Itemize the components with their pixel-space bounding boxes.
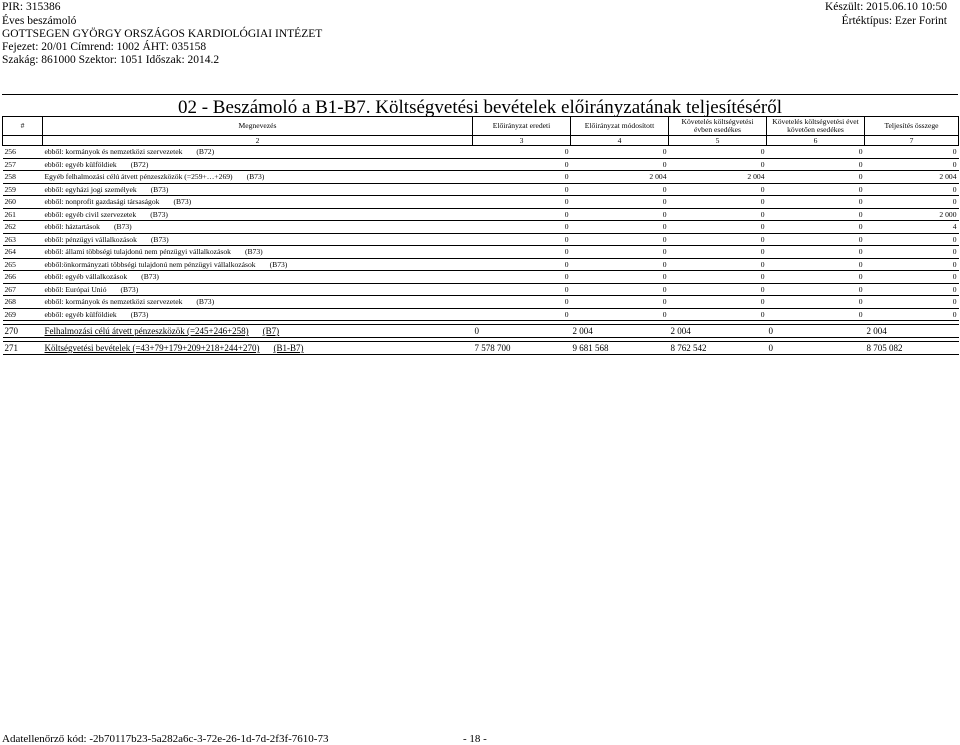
value-cell: 0 <box>767 208 865 221</box>
colnum-cell: 7 <box>865 136 959 146</box>
value-cell: 0 <box>571 183 669 196</box>
row-name: ebből: egyházi jogi személyek <box>44 184 137 194</box>
value-cell: 0 <box>473 271 571 284</box>
row-name-cell <box>43 233 473 246</box>
row-number: 265 <box>3 258 43 271</box>
value-cell: 0 <box>473 183 571 196</box>
value-cell: 0 <box>571 158 669 171</box>
row-number: 258 <box>3 171 43 184</box>
table-row <box>3 296 959 309</box>
table-row <box>3 283 959 296</box>
row-name: ebből: kormányok és nemzetközi szervezetek <box>44 297 183 307</box>
value-cell: 0 <box>767 271 865 284</box>
row-number: 269 <box>3 308 43 321</box>
row-code: (B73) <box>113 222 132 232</box>
row-name-cell <box>43 221 473 234</box>
col-fulfilment: Teljesítés összege <box>865 117 959 136</box>
value-cell: 0 <box>767 283 865 296</box>
table-row <box>3 271 959 284</box>
value-cell: 0 <box>767 246 865 259</box>
value-cell: 0 <box>473 308 571 321</box>
value-cell: 2 004 <box>669 171 767 184</box>
value-cell: 0 <box>669 233 767 246</box>
row-code: (B73) <box>150 184 169 194</box>
table-row <box>3 171 959 184</box>
row-code: (B73) <box>244 247 263 257</box>
value-cell: 0 <box>767 158 865 171</box>
value-cell: 0 <box>473 221 571 234</box>
value-cell: 8 705 082 <box>865 342 959 355</box>
value-cell: 0 <box>865 158 959 171</box>
row-code: (B73) <box>130 309 149 319</box>
value-cell: 0 <box>473 158 571 171</box>
value-cell: 0 <box>669 221 767 234</box>
row-name: ebből: háztartások <box>44 222 100 232</box>
value-cell: 0 <box>767 196 865 209</box>
value-cell: 0 <box>669 196 767 209</box>
value-type: Értéktípus: Ezer Forint <box>841 15 947 27</box>
value-cell: 0 <box>571 233 669 246</box>
value-cell: 0 <box>669 183 767 196</box>
row-number: 263 <box>3 233 43 246</box>
chapter-info: Fejezet: 20/01 Címrend: 1002 ÁHT: 035158 <box>2 41 207 53</box>
value-cell: 0 <box>767 171 865 184</box>
row-number: 271 <box>3 342 43 355</box>
row-name: ebből: egyéb külföldiek <box>44 309 117 319</box>
row-code: (B73) <box>120 284 139 294</box>
value-cell: 0 <box>865 283 959 296</box>
col-hash: # <box>3 117 43 136</box>
value-cell: 9 681 568 <box>571 342 669 355</box>
value-cell: 0 <box>571 271 669 284</box>
value-cell: 2 004 <box>865 325 959 338</box>
row-name-cell <box>43 196 473 209</box>
value-cell: 0 <box>865 233 959 246</box>
value-cell: 0 <box>571 246 669 259</box>
colnum-cell: 2 <box>43 136 473 146</box>
value-cell: 0 <box>865 296 959 309</box>
value-cell: 0 <box>473 246 571 259</box>
value-cell: 0 <box>473 171 571 184</box>
value-cell: 0 <box>669 258 767 271</box>
value-cell: 2 004 <box>571 171 669 184</box>
row-name: ebből:önkormányzati többségi tulajdonú nem pénzügyi vállalkozások <box>44 259 256 269</box>
row-code: (B1-B7) <box>273 343 304 353</box>
value-cell: 0 <box>473 283 571 296</box>
row-name: ebből: állami többségi tulajdonú nem pénzügyi vállalkozások <box>44 247 231 257</box>
row-name-cell <box>43 246 473 259</box>
value-cell: 0 <box>473 208 571 221</box>
value-cell: 4 <box>865 221 959 234</box>
row-name-cell <box>43 146 473 159</box>
row-name: Felhalmozási célú átvett pénzeszközök (=245+246+258) <box>44 326 249 336</box>
colnum-blank <box>3 136 43 146</box>
value-cell: 0 <box>767 146 865 159</box>
table-row <box>3 233 959 246</box>
value-cell: 0 <box>669 208 767 221</box>
value-cell: 0 <box>571 258 669 271</box>
value-cell: 0 <box>669 158 767 171</box>
colnum-cell: 5 <box>669 136 767 146</box>
row-code: (B73) <box>173 197 192 207</box>
value-cell: 0 <box>865 271 959 284</box>
value-cell: 0 <box>669 283 767 296</box>
row-code: (B73) <box>150 209 168 219</box>
col-receivable-current-l2: évben esedékes <box>693 125 742 134</box>
value-cell: 7 578 700 <box>473 342 571 355</box>
row-name-cell <box>43 283 473 296</box>
report-type: Éves beszámoló <box>2 15 77 27</box>
table-row <box>3 258 959 271</box>
value-cell: 0 <box>767 233 865 246</box>
row-number: 259 <box>3 183 43 196</box>
value-cell: 0 <box>767 308 865 321</box>
value-cell: 8 762 542 <box>669 342 767 355</box>
row-number: 261 <box>3 208 43 221</box>
row-name-cell <box>43 183 473 196</box>
row-number: 257 <box>3 158 43 171</box>
page-title: 02 - Beszámoló a B1-B7. Költségvetési bevételek előirányzatának teljesítéséről <box>177 97 783 118</box>
value-cell: 2 000 <box>865 208 959 221</box>
value-cell: 0 <box>669 271 767 284</box>
value-cell: 0 <box>669 146 767 159</box>
row-number: 267 <box>3 283 43 296</box>
row-name-cell <box>43 208 473 221</box>
value-cell: 2 004 <box>571 325 669 338</box>
row-code: (B72) <box>130 159 149 169</box>
pir-label: PIR: 315386 <box>2 1 61 13</box>
col-original: Előirányzat eredeti <box>473 117 571 136</box>
row-name: Költségvetési bevételek (=43+79+179+209+218+244+270) <box>44 343 260 353</box>
value-cell: 0 <box>571 221 669 234</box>
row-name-cell <box>43 325 473 338</box>
row-name: ebből: Európai Unió <box>44 284 107 294</box>
table-row <box>3 183 959 196</box>
value-cell: 0 <box>473 196 571 209</box>
row-code: (B73) <box>196 297 215 307</box>
col-receivable-after-l1: Követelés költségvetési évet <box>772 117 859 126</box>
value-cell: 0 <box>865 183 959 196</box>
row-name: Egyéb felhalmozási célú átvett pénzeszközök (=259+…+269) <box>44 172 233 182</box>
value-cell: 0 <box>571 146 669 159</box>
row-code: (B7) <box>262 326 280 336</box>
value-cell: 0 <box>669 296 767 309</box>
sector-info: Szakág: 861000 Szektor: 1051 Időszak: 2014.2 <box>2 54 220 66</box>
value-cell: 0 <box>571 283 669 296</box>
col-receivable-current <box>669 117 767 136</box>
control-code: Adatellenőrző kód: -2b70117b23-5a282a6c-3-72e-26-1d-7d-2f3f-7610-73 <box>2 733 329 745</box>
row-name-cell <box>43 342 473 355</box>
column-header-row <box>3 117 959 136</box>
institution-name: GOTTSEGEN GYÖRGY ORSZÁGOS KARDIOLÓGIAI INTÉZET <box>2 28 323 40</box>
value-cell: 0 <box>865 246 959 259</box>
row-name: ebből: egyéb külföldiek <box>44 159 117 169</box>
value-cell: 0 <box>473 325 571 338</box>
row-name-cell <box>43 171 473 184</box>
value-cell: 2 004 <box>865 171 959 184</box>
table-row <box>3 246 959 259</box>
value-cell: 0 <box>571 308 669 321</box>
column-number-row <box>3 136 959 146</box>
col-receivable-current-l1: Követelés költségvetési <box>681 117 754 126</box>
row-name: ebből: pénzügyi vállalkozások <box>44 234 137 244</box>
table-row <box>3 221 959 234</box>
value-cell: 0 <box>571 196 669 209</box>
value-cell: 0 <box>473 296 571 309</box>
row-number: 266 <box>3 271 43 284</box>
total-row <box>3 342 959 355</box>
table-row <box>3 308 959 321</box>
col-name: Megnevezés <box>43 117 473 136</box>
row-name-cell <box>43 158 473 171</box>
row-name: ebből: nonprofit gazdasági társaságok <box>44 197 160 207</box>
value-cell: 0 <box>767 325 865 338</box>
value-cell: 0 <box>767 258 865 271</box>
row-name-cell <box>43 258 473 271</box>
value-cell: 0 <box>473 146 571 159</box>
value-cell: 0 <box>473 233 571 246</box>
row-number: 256 <box>3 146 43 159</box>
value-cell: 0 <box>669 246 767 259</box>
created-timestamp: Készült: 2015.06.10 10:50 <box>824 1 947 13</box>
value-cell: 0 <box>865 258 959 271</box>
row-name: ebből: egyéb civil szervezetek <box>44 209 137 219</box>
value-cell: 2 004 <box>669 325 767 338</box>
colnum-cell: 4 <box>571 136 669 146</box>
table-row <box>3 146 959 159</box>
colnum-cell: 6 <box>767 136 865 146</box>
colnum-cell: 3 <box>473 136 571 146</box>
row-name-cell <box>43 271 473 284</box>
row-number: 268 <box>3 296 43 309</box>
row-name: ebből: egyéb vállalkozások <box>44 272 128 282</box>
row-code: (B73) <box>269 259 288 269</box>
row-number: 262 <box>3 221 43 234</box>
row-code: (B72) <box>196 147 215 157</box>
row-code: (B73) <box>246 172 265 182</box>
total-row <box>3 325 959 338</box>
value-cell: 0 <box>473 258 571 271</box>
value-cell: 0 <box>865 308 959 321</box>
table-row <box>3 196 959 209</box>
row-name: ebből: kormányok és nemzetközi szervezetek <box>44 147 183 157</box>
value-cell: 0 <box>767 296 865 309</box>
table-row <box>3 208 959 221</box>
row-number: 270 <box>3 325 43 338</box>
row-number: 264 <box>3 246 43 259</box>
table-row <box>3 158 959 171</box>
value-cell: 0 <box>865 146 959 159</box>
col-modified: Előirányzat módosított <box>571 117 669 136</box>
title-border <box>2 94 958 95</box>
value-cell: 0 <box>767 221 865 234</box>
col-receivable-after-l2: követően esedékes <box>787 125 844 134</box>
row-name-cell <box>43 308 473 321</box>
page-number: - 18 - <box>463 733 487 745</box>
value-cell: 0 <box>767 183 865 196</box>
row-name-cell <box>43 296 473 309</box>
col-receivable-after <box>767 117 865 136</box>
report-table <box>2 116 959 355</box>
row-number: 260 <box>3 196 43 209</box>
row-code: (B73) <box>150 234 169 244</box>
value-cell: 0 <box>767 342 865 355</box>
value-cell: 0 <box>571 296 669 309</box>
value-cell: 0 <box>669 308 767 321</box>
value-cell: 0 <box>571 208 669 221</box>
row-code: (B73) <box>141 272 159 282</box>
value-cell: 0 <box>865 196 959 209</box>
